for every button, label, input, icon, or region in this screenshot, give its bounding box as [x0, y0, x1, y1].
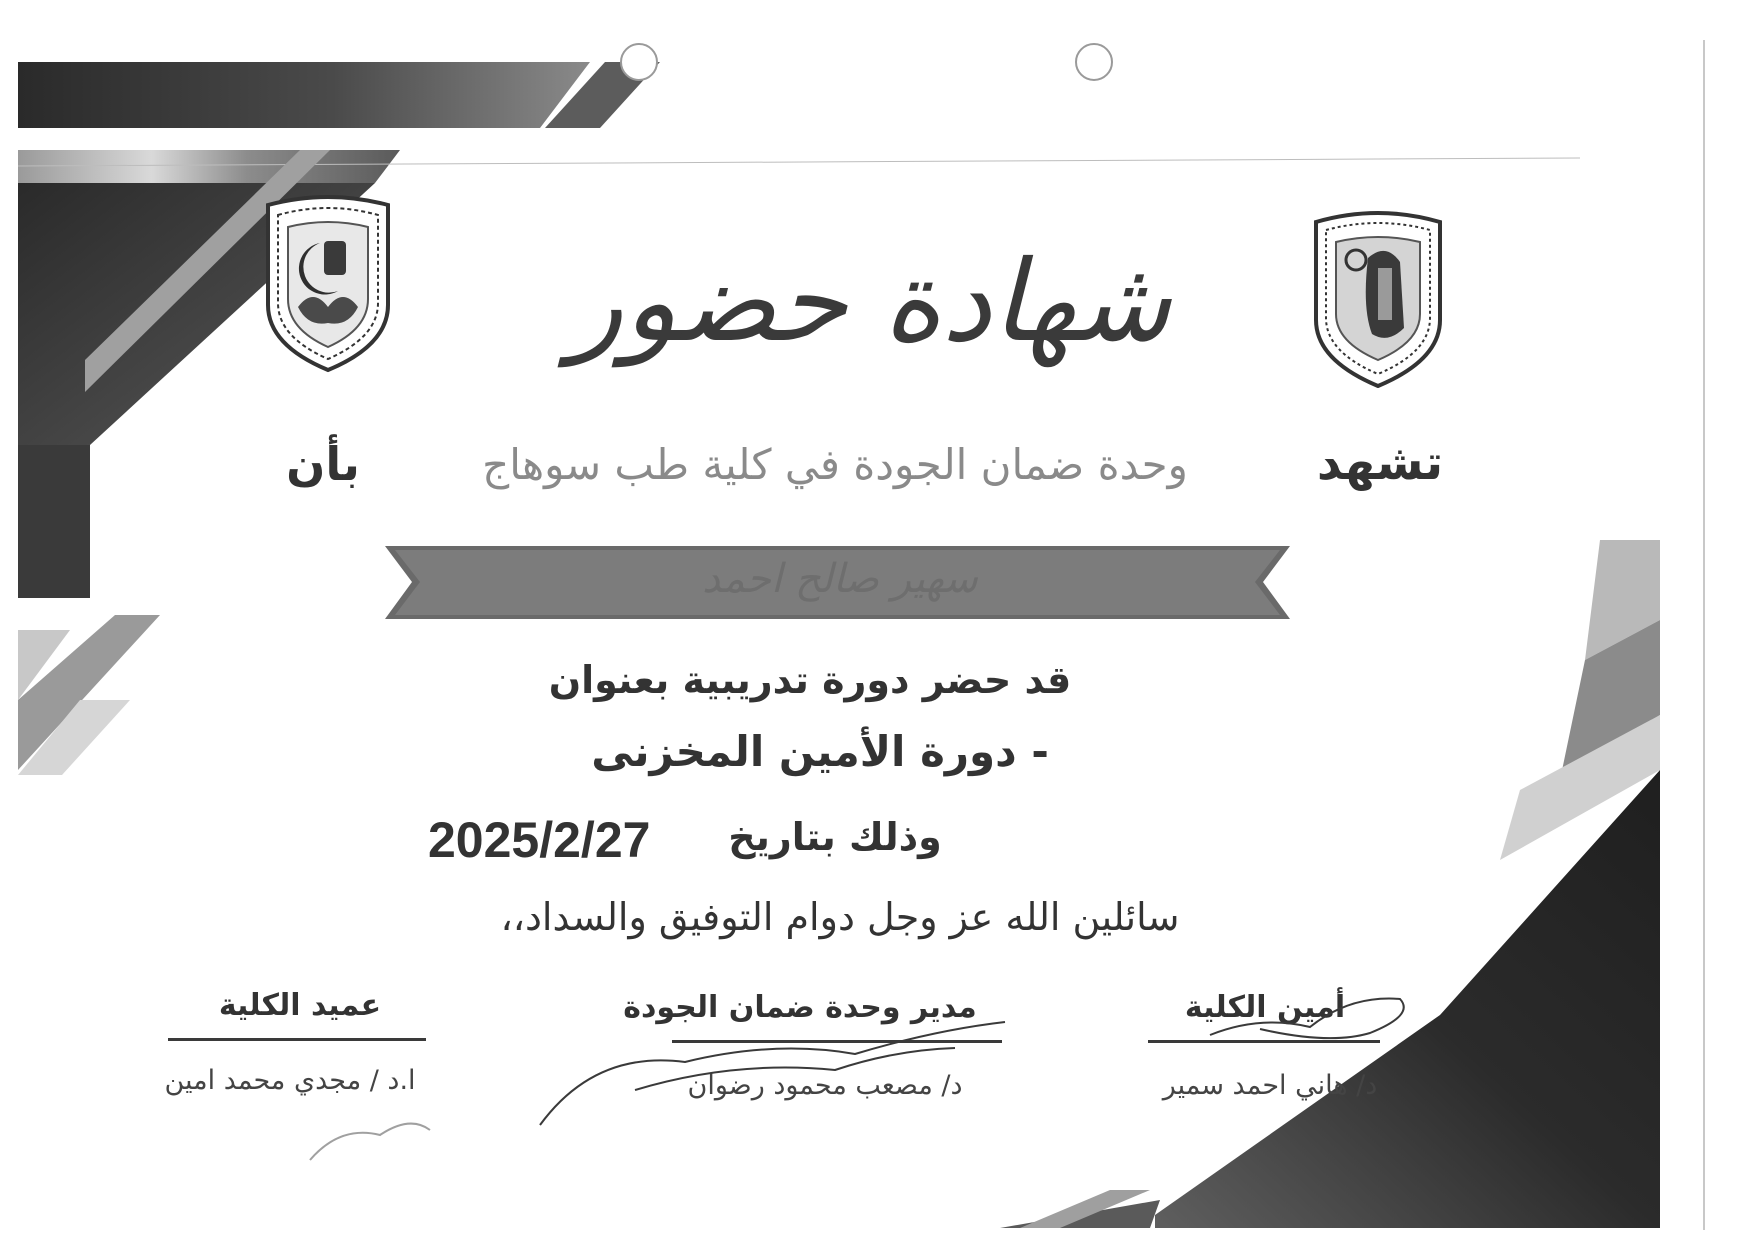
frame-top-left-block	[18, 62, 590, 128]
signatory-center-title: مدير وحدة ضمان الجودة	[623, 990, 977, 1025]
frame-silver-band	[18, 150, 400, 183]
faculty-of-medicine-emblem-icon	[258, 195, 398, 375]
recipient-name: سهير صالح احمد	[702, 556, 978, 602]
signature-center	[535, 1010, 1015, 1130]
attended-line: قد حضر دورة تدريبية بعنوان	[548, 658, 1072, 702]
page-edge-line	[1703, 40, 1705, 1230]
sohag-university-emblem-icon	[1308, 208, 1448, 388]
signatory-center-name: د/ مصعب محمود رضوان	[687, 1070, 963, 1101]
signature-right	[1200, 985, 1420, 1055]
punch-hole-right	[1075, 43, 1113, 81]
signatory-right-name: د/ هاني احمد سمير	[1162, 1070, 1378, 1101]
that-word: بأن	[286, 437, 360, 491]
signatory-left-name: ا.د / مجدي محمد امين	[164, 1065, 416, 1096]
intro-word: تشهد	[1316, 435, 1444, 491]
date-value: 2025/2/27	[428, 812, 651, 868]
date-label: وذلك بتاريخ	[728, 815, 942, 859]
signatory-right-title: أمين الكلية	[1184, 990, 1346, 1025]
course-title: - دورة الأمين المخزنى	[591, 727, 1049, 776]
signature-left	[300, 1105, 440, 1175]
signatory-left-line	[168, 1038, 426, 1041]
certificate-title: شهادة حضور	[568, 237, 1172, 367]
signatory-left-title: عميد الكلية	[218, 988, 382, 1023]
punch-hole-left	[620, 43, 658, 81]
issuer-name: وحدة ضمان الجودة في كلية طب سوهاج	[482, 440, 1188, 489]
closing-line: سائلين الله عز وجل دوام التوفيق والسداد،،	[500, 895, 1180, 939]
frame-left-strip	[18, 445, 90, 598]
